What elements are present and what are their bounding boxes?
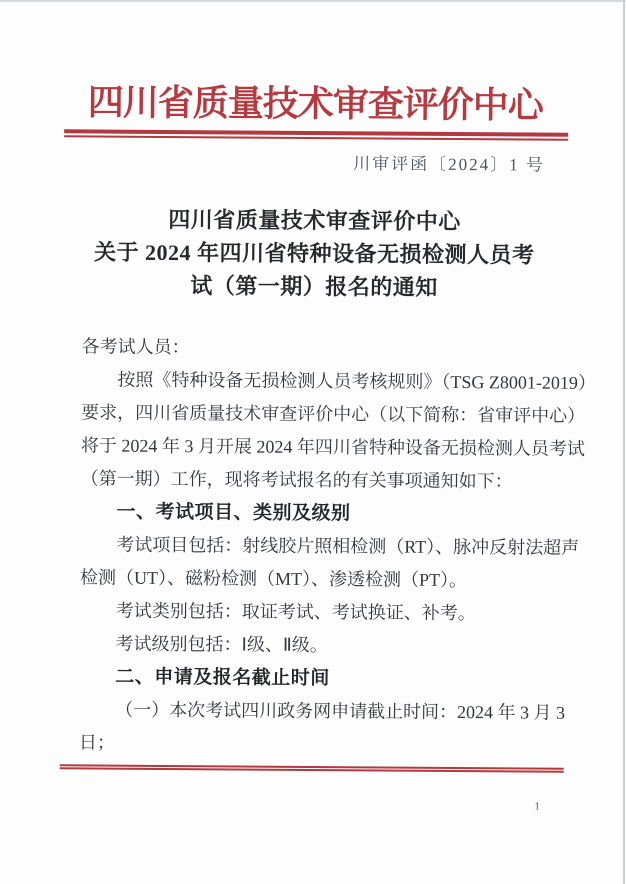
notice-body xyxy=(78,330,596,762)
section-heading-2: 二、申请及报名截止时间 xyxy=(115,666,330,690)
body-line: 检测（UT）、磁粉检测（MT）、渗透检测（PT）。 xyxy=(79,567,468,591)
body-salutation: 各考试人员： xyxy=(81,336,190,358)
body-line: 日； xyxy=(78,732,115,753)
body-line: 考试项目包括：射线胶片照相检测（RT）、脉冲反射法超声 xyxy=(116,534,580,558)
notice-title xyxy=(1,202,626,305)
footer-red-rule xyxy=(60,764,564,773)
letterhead-org-name: 四川省质量技术审查评价中心 xyxy=(87,82,543,126)
body-line: 将于 2024 年 3 月开展 2024 年四川省特种设备无损检测人员考试 xyxy=(80,435,586,459)
notice-title-line: 试（第一期）报名的通知 xyxy=(190,273,438,300)
body-line: 考试级别包括：Ⅰ级、Ⅱ级。 xyxy=(115,633,328,656)
body-line: 考试类别包括：取证考试、考试换证、补考。 xyxy=(115,600,476,624)
body-line: 要求，四川省质量技术审查评价中心（以下简称：省审评中心） xyxy=(81,402,586,426)
section-heading-1: 一、考试项目、类别及级别 xyxy=(116,501,351,525)
document-number: 川审评函〔2024〕1 号 xyxy=(353,154,545,175)
notice-title-line: 四川省质量技术审查评价中心 xyxy=(168,206,461,235)
body-line: （第一期）工作，现将考试报名的有关事项通知如下： xyxy=(80,468,513,492)
header-red-rule xyxy=(64,129,568,141)
body-line: 按照《特种设备无损检测人员考核规则》（TSG Z8001-2019） xyxy=(117,369,596,393)
page-number: 1 xyxy=(534,800,540,813)
body-line: （一）本次考试四川政务网申请截止时间：2024 年 3 月 3 xyxy=(115,699,566,723)
notice-title-line: 关于 2024 年四川省特种设备无损检测人员考 xyxy=(93,239,535,268)
